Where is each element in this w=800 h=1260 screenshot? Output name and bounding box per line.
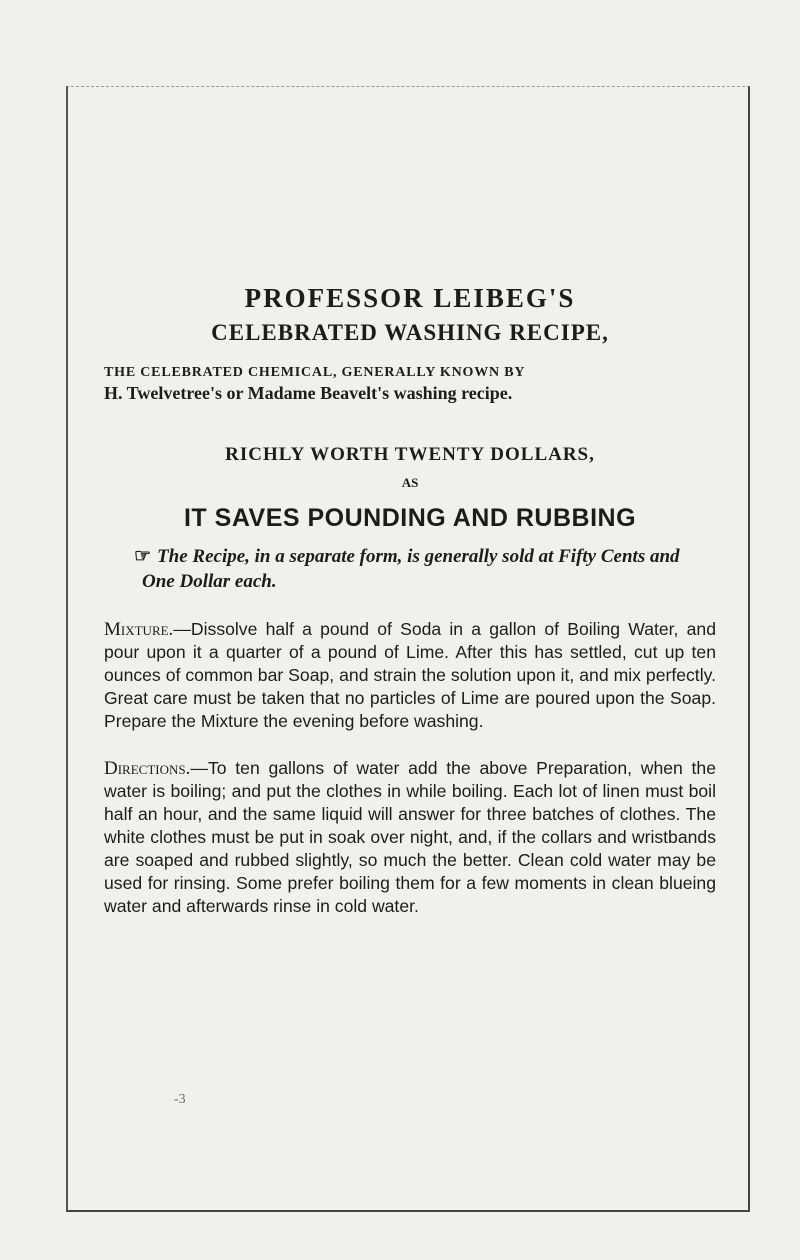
directions-label: Directions. bbox=[104, 758, 191, 779]
page-subtitle: CELEBRATED WASHING RECIPE, bbox=[211, 320, 609, 345]
price-note bbox=[112, 544, 716, 594]
intro-text bbox=[104, 362, 716, 404]
worth-heading: RICHLY WORTH TWENTY DOLLARS, bbox=[225, 444, 595, 465]
mixture-text: —Dissolve half a pound of Soda in a gallon of Boiling Water, and pour upon it a quarter of a pound of Lime. After this has settled, cut up ten ounces of common bar Soap, and strain the solution upon it, and mix perfectly. Great care must be taken that no particles of Lime are poured upon the Soap. Prepare the Mixture the evening before washing. bbox=[104, 619, 716, 731]
recipe-page bbox=[104, 282, 716, 918]
directions-text: —To ten gallons of water add the above Preparation, when the water is boiling; and put the clothes in while boiling. Each lot of linen must boil half an hour, and the same liquid will answer for three batches of clothes. The white clothes must be put in soak over night, and, if the collars and wristbands are soaped and rubbed slightly, so much the better. Clean cold water may be used for rinsing. Some prefer boiling them for a few moments in clean blueing water and afterwards rinse in cold water. bbox=[104, 758, 716, 916]
mixture-paragraph bbox=[104, 618, 716, 733]
saves-heading: IT SAVES POUNDING AND RUBBING bbox=[183, 504, 637, 532]
pointing-hand-icon: ☞ bbox=[134, 546, 152, 567]
mixture-label: Mixture. bbox=[104, 619, 174, 640]
directions-paragraph bbox=[104, 757, 716, 918]
price-note-text: The Recipe, in a separate form, is generally sold at Fifty Cents and One Dollar each. bbox=[142, 546, 680, 592]
intro-line-2: H. Twelvetree's or Madame Beavelt's washing recipe. bbox=[104, 383, 513, 403]
page-title: PROFESSOR LEIBEG'S bbox=[244, 283, 576, 313]
intro-line-1: THE CELEBRATED CHEMICAL, GENERALLY KNOWN BY bbox=[104, 365, 526, 380]
stray-mark: -3 bbox=[174, 1092, 186, 1107]
as-word: AS bbox=[401, 475, 419, 490]
